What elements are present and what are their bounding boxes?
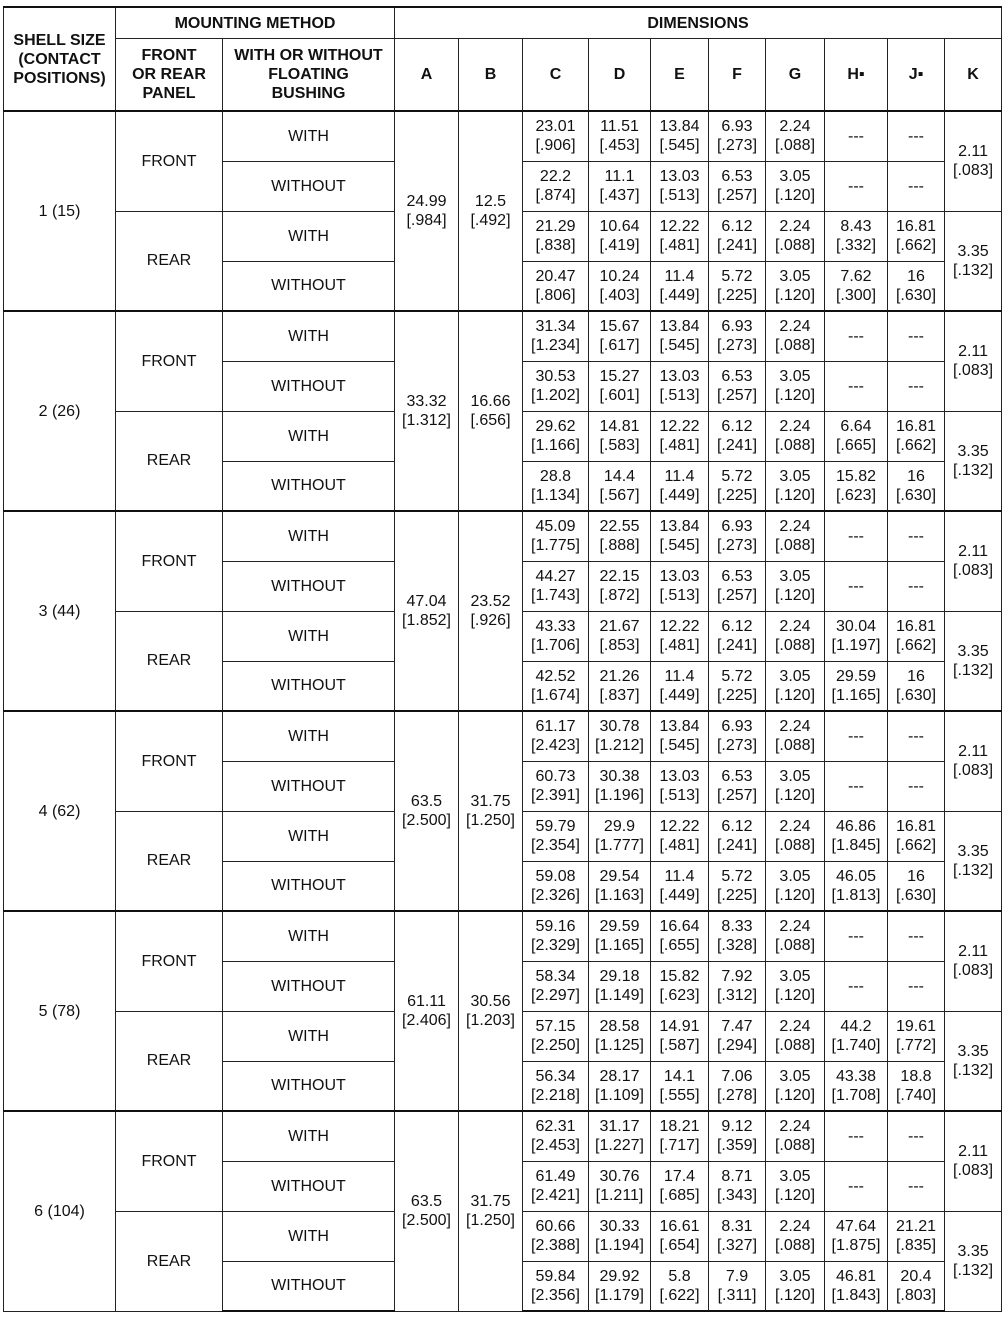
dim-j-cell: 16 [.630] bbox=[888, 861, 945, 911]
shell-size-cell: 4 (62) bbox=[4, 711, 116, 911]
dim-b-cell: 16.66 [.656] bbox=[459, 311, 523, 511]
table-header bbox=[4, 7, 1002, 111]
dim-f-cell: 7.92 [.312] bbox=[709, 961, 766, 1011]
dim-g-cell: 3.05 [.120] bbox=[766, 661, 825, 711]
header-mounting-method: MOUNTING METHOD bbox=[116, 7, 395, 39]
dim-h-cell: --- bbox=[825, 961, 888, 1011]
dim-h-cell: 44.2 [1.740] bbox=[825, 1011, 888, 1061]
dim-d-cell: 30.38 [1.196] bbox=[589, 761, 651, 811]
dim-c-cell: 57.15 [2.250] bbox=[523, 1011, 589, 1061]
dim-k-cell: 2.11 [.083] bbox=[945, 511, 1002, 611]
bushing-cell: WITHOUT bbox=[223, 1061, 395, 1111]
dim-b-cell: 23.52 [.926] bbox=[459, 511, 523, 711]
bushing-cell: WITHOUT bbox=[223, 861, 395, 911]
dim-c-cell: 20.47 [.806] bbox=[523, 261, 589, 311]
dim-d-cell: 30.76 [1.211] bbox=[589, 1161, 651, 1211]
dim-h-cell: 30.04 [1.197] bbox=[825, 611, 888, 661]
dim-a-cell: 63.5 [2.500] bbox=[395, 711, 459, 911]
dim-c-cell: 29.62 [1.166] bbox=[523, 411, 589, 461]
dim-h-cell: --- bbox=[825, 111, 888, 161]
dim-k-cell: 3.35 [.132] bbox=[945, 211, 1002, 311]
panel-cell: REAR bbox=[116, 1211, 223, 1311]
dim-k-cell: 3.35 [.132] bbox=[945, 1011, 1002, 1111]
dim-f-cell: 6.12 [.241] bbox=[709, 611, 766, 661]
dim-f-cell: 9.12 [.359] bbox=[709, 1111, 766, 1161]
dim-e-cell: 13.03 [.513] bbox=[651, 361, 709, 411]
dim-f-cell: 8.71 [.343] bbox=[709, 1161, 766, 1211]
dim-f-cell: 5.72 [.225] bbox=[709, 261, 766, 311]
header-col-j: J▪ bbox=[888, 39, 945, 112]
dim-k-cell: 2.11 [.083] bbox=[945, 1111, 1002, 1211]
header-shell-size: SHELL SIZE (CONTACT POSITIONS) bbox=[4, 7, 116, 111]
dim-j-cell: 16.81 [.662] bbox=[888, 611, 945, 661]
dim-e-cell: 18.21 [.717] bbox=[651, 1111, 709, 1161]
bushing-cell: WITH bbox=[223, 1011, 395, 1061]
dim-k-cell: 2.11 [.083] bbox=[945, 911, 1002, 1011]
dim-c-cell: 59.16 [2.329] bbox=[523, 911, 589, 961]
bushing-cell: WITHOUT bbox=[223, 661, 395, 711]
dim-k-cell: 2.11 [.083] bbox=[945, 711, 1002, 811]
dim-f-cell: 6.12 [.241] bbox=[709, 211, 766, 261]
dim-c-cell: 56.34 [2.218] bbox=[523, 1061, 589, 1111]
dim-e-cell: 13.84 [.545] bbox=[651, 111, 709, 161]
header-col-d: D bbox=[589, 39, 651, 112]
dim-g-cell: 3.05 [.120] bbox=[766, 561, 825, 611]
shell-size-cell: 5 (78) bbox=[4, 911, 116, 1111]
dim-k-cell: 2.11 [.083] bbox=[945, 111, 1002, 211]
dim-f-cell: 5.72 [.225] bbox=[709, 661, 766, 711]
dim-e-cell: 17.4 [.685] bbox=[651, 1161, 709, 1211]
header-dimensions: DIMENSIONS bbox=[395, 7, 1002, 39]
table-row bbox=[4, 511, 1002, 561]
dim-j-cell: 18.8 [.740] bbox=[888, 1061, 945, 1111]
dim-g-cell: 2.24 [.088] bbox=[766, 1011, 825, 1061]
table-body bbox=[4, 111, 1002, 1311]
panel-cell: FRONT bbox=[116, 511, 223, 611]
dim-f-cell: 6.12 [.241] bbox=[709, 811, 766, 861]
dim-e-cell: 14.1 [.555] bbox=[651, 1061, 709, 1111]
dim-c-cell: 61.49 [2.421] bbox=[523, 1161, 589, 1211]
bushing-cell: WITHOUT bbox=[223, 761, 395, 811]
dim-e-cell: 12.22 [.481] bbox=[651, 611, 709, 661]
panel-cell: REAR bbox=[116, 211, 223, 311]
dim-g-cell: 3.05 [.120] bbox=[766, 1161, 825, 1211]
dim-f-cell: 6.12 [.241] bbox=[709, 411, 766, 461]
dim-d-cell: 22.55 [.888] bbox=[589, 511, 651, 561]
dim-c-cell: 22.2 [.874] bbox=[523, 161, 589, 211]
dim-f-cell: 6.53 [.257] bbox=[709, 361, 766, 411]
dim-j-cell: 21.21 [.835] bbox=[888, 1211, 945, 1261]
dim-k-cell: 2.11 [.083] bbox=[945, 311, 1002, 411]
bushing-cell: WITHOUT bbox=[223, 1161, 395, 1211]
dim-h-cell: --- bbox=[825, 761, 888, 811]
dim-f-cell: 5.72 [.225] bbox=[709, 861, 766, 911]
dim-d-cell: 29.59 [1.165] bbox=[589, 911, 651, 961]
dim-j-cell: --- bbox=[888, 911, 945, 961]
dim-h-cell: --- bbox=[825, 911, 888, 961]
dim-g-cell: 3.05 [.120] bbox=[766, 161, 825, 211]
dim-g-cell: 3.05 [.120] bbox=[766, 1061, 825, 1111]
dim-c-cell: 42.52 [1.674] bbox=[523, 661, 589, 711]
dim-g-cell: 3.05 [.120] bbox=[766, 361, 825, 411]
table-row bbox=[4, 711, 1002, 761]
dim-b-cell: 31.75 [1.250] bbox=[459, 711, 523, 911]
dim-c-cell: 62.31 [2.453] bbox=[523, 1111, 589, 1161]
panel-cell: REAR bbox=[116, 611, 223, 711]
dim-c-cell: 31.34 [1.234] bbox=[523, 311, 589, 361]
dim-d-cell: 30.78 [1.212] bbox=[589, 711, 651, 761]
header-panel: FRONT OR REAR PANEL bbox=[116, 39, 223, 112]
bushing-cell: WITH bbox=[223, 311, 395, 361]
dim-j-cell: 16.81 [.662] bbox=[888, 211, 945, 261]
dim-e-cell: 12.22 [.481] bbox=[651, 211, 709, 261]
dim-f-cell: 8.31 [.327] bbox=[709, 1211, 766, 1261]
dim-e-cell: 13.03 [.513] bbox=[651, 761, 709, 811]
panel-cell: FRONT bbox=[116, 1111, 223, 1211]
dim-k-cell: 3.35 [.132] bbox=[945, 1211, 1002, 1311]
dim-d-cell: 29.54 [1.163] bbox=[589, 861, 651, 911]
bushing-cell: WITHOUT bbox=[223, 161, 395, 211]
dim-j-cell: --- bbox=[888, 1161, 945, 1211]
dim-j-cell: --- bbox=[888, 561, 945, 611]
dim-a-cell: 24.99 [.984] bbox=[395, 111, 459, 311]
dim-e-cell: 13.03 [.513] bbox=[651, 161, 709, 211]
dim-d-cell: 29.92 [1.179] bbox=[589, 1261, 651, 1311]
dim-f-cell: 7.47 [.294] bbox=[709, 1011, 766, 1061]
dim-h-cell: --- bbox=[825, 561, 888, 611]
dim-f-cell: 6.93 [.273] bbox=[709, 711, 766, 761]
dim-e-cell: 14.91 [.587] bbox=[651, 1011, 709, 1061]
dim-c-cell: 30.53 [1.202] bbox=[523, 361, 589, 411]
dim-j-cell: --- bbox=[888, 761, 945, 811]
dim-c-cell: 60.73 [2.391] bbox=[523, 761, 589, 811]
table-row bbox=[4, 1111, 1002, 1161]
dim-a-cell: 61.11 [2.406] bbox=[395, 911, 459, 1111]
header-col-g: G bbox=[766, 39, 825, 112]
dim-j-cell: 16 [.630] bbox=[888, 261, 945, 311]
bushing-cell: WITH bbox=[223, 111, 395, 161]
dim-h-cell: 6.64 [.665] bbox=[825, 411, 888, 461]
dim-g-cell: 2.24 [.088] bbox=[766, 811, 825, 861]
shell-size-cell: 6 (104) bbox=[4, 1111, 116, 1311]
dim-f-cell: 6.53 [.257] bbox=[709, 561, 766, 611]
bushing-cell: WITHOUT bbox=[223, 1261, 395, 1311]
dim-d-cell: 29.9 [1.777] bbox=[589, 811, 651, 861]
dim-f-cell: 6.53 [.257] bbox=[709, 161, 766, 211]
bushing-cell: WITH bbox=[223, 811, 395, 861]
dim-b-cell: 12.5 [.492] bbox=[459, 111, 523, 311]
dim-j-cell: --- bbox=[888, 311, 945, 361]
dim-g-cell: 2.24 [.088] bbox=[766, 511, 825, 561]
dim-b-cell: 30.56 [1.203] bbox=[459, 911, 523, 1111]
dim-h-cell: --- bbox=[825, 711, 888, 761]
bushing-cell: WITHOUT bbox=[223, 561, 395, 611]
dim-h-cell: --- bbox=[825, 511, 888, 561]
dim-g-cell: 2.24 [.088] bbox=[766, 211, 825, 261]
dim-g-cell: 2.24 [.088] bbox=[766, 911, 825, 961]
dim-j-cell: --- bbox=[888, 361, 945, 411]
bushing-cell: WITH bbox=[223, 611, 395, 661]
dim-h-cell: 43.38 [1.708] bbox=[825, 1061, 888, 1111]
panel-cell: REAR bbox=[116, 811, 223, 911]
dim-c-cell: 21.29 [.838] bbox=[523, 211, 589, 261]
dim-d-cell: 10.24 [.403] bbox=[589, 261, 651, 311]
dim-g-cell: 2.24 [.088] bbox=[766, 111, 825, 161]
dim-e-cell: 12.22 [.481] bbox=[651, 811, 709, 861]
shell-size-cell: 2 (26) bbox=[4, 311, 116, 511]
panel-cell: REAR bbox=[116, 411, 223, 511]
dim-h-cell: --- bbox=[825, 361, 888, 411]
dim-e-cell: 11.4 [.449] bbox=[651, 261, 709, 311]
panel-cell: FRONT bbox=[116, 111, 223, 211]
dim-j-cell: --- bbox=[888, 1111, 945, 1161]
dim-f-cell: 6.93 [.273] bbox=[709, 511, 766, 561]
dim-g-cell: 2.24 [.088] bbox=[766, 711, 825, 761]
bushing-cell: WITHOUT bbox=[223, 361, 395, 411]
dim-c-cell: 59.08 [2.326] bbox=[523, 861, 589, 911]
header-col-e: E bbox=[651, 39, 709, 112]
dim-d-cell: 10.64 [.419] bbox=[589, 211, 651, 261]
dim-j-cell: 16.81 [.662] bbox=[888, 411, 945, 461]
dim-g-cell: 3.05 [.120] bbox=[766, 261, 825, 311]
dim-f-cell: 5.72 [.225] bbox=[709, 461, 766, 511]
dim-a-cell: 33.32 [1.312] bbox=[395, 311, 459, 511]
dim-g-cell: 2.24 [.088] bbox=[766, 1111, 825, 1161]
dim-d-cell: 14.81 [.583] bbox=[589, 411, 651, 461]
dim-h-cell: --- bbox=[825, 161, 888, 211]
dim-c-cell: 44.27 [1.743] bbox=[523, 561, 589, 611]
dim-j-cell: 16 [.630] bbox=[888, 461, 945, 511]
dim-j-cell: 16.81 [.662] bbox=[888, 811, 945, 861]
dim-h-cell: 47.64 [1.875] bbox=[825, 1211, 888, 1261]
panel-cell: FRONT bbox=[116, 311, 223, 411]
dim-k-cell: 3.35 [.132] bbox=[945, 411, 1002, 511]
dim-h-cell: 46.86 [1.845] bbox=[825, 811, 888, 861]
dim-f-cell: 7.9 [.311] bbox=[709, 1261, 766, 1311]
dim-g-cell: 2.24 [.088] bbox=[766, 411, 825, 461]
dim-c-cell: 23.01 [.906] bbox=[523, 111, 589, 161]
header-col-b: B bbox=[459, 39, 523, 112]
dim-d-cell: 11.51 [.453] bbox=[589, 111, 651, 161]
header-bushing: WITH OR WITHOUT FLOATING BUSHING bbox=[223, 39, 395, 112]
dim-f-cell: 6.53 [.257] bbox=[709, 761, 766, 811]
dim-h-cell: --- bbox=[825, 1111, 888, 1161]
dim-j-cell: --- bbox=[888, 111, 945, 161]
dim-g-cell: 3.05 [.120] bbox=[766, 461, 825, 511]
dim-c-cell: 59.84 [2.356] bbox=[523, 1261, 589, 1311]
dim-f-cell: 6.93 [.273] bbox=[709, 311, 766, 361]
dim-c-cell: 61.17 [2.423] bbox=[523, 711, 589, 761]
dim-a-cell: 63.5 [2.500] bbox=[395, 1111, 459, 1311]
dim-d-cell: 14.4 [.567] bbox=[589, 461, 651, 511]
header-col-f: F bbox=[709, 39, 766, 112]
dim-g-cell: 3.05 [.120] bbox=[766, 961, 825, 1011]
dim-j-cell: --- bbox=[888, 511, 945, 561]
dim-g-cell: 3.05 [.120] bbox=[766, 761, 825, 811]
shell-size-cell: 1 (15) bbox=[4, 111, 116, 311]
dim-h-cell: --- bbox=[825, 311, 888, 361]
dim-g-cell: 3.05 [.120] bbox=[766, 1261, 825, 1311]
dim-e-cell: 15.82 [.623] bbox=[651, 961, 709, 1011]
dim-d-cell: 28.17 [1.109] bbox=[589, 1061, 651, 1111]
dim-d-cell: 29.18 [1.149] bbox=[589, 961, 651, 1011]
dim-h-cell: 46.81 [1.843] bbox=[825, 1261, 888, 1311]
dim-k-cell: 3.35 [.132] bbox=[945, 611, 1002, 711]
panel-cell: FRONT bbox=[116, 711, 223, 811]
dim-h-cell: 8.43 [.332] bbox=[825, 211, 888, 261]
dim-e-cell: 5.8 [.622] bbox=[651, 1261, 709, 1311]
dim-f-cell: 7.06 [.278] bbox=[709, 1061, 766, 1111]
dim-d-cell: 15.67 [.617] bbox=[589, 311, 651, 361]
dim-j-cell: 16 [.630] bbox=[888, 661, 945, 711]
dim-f-cell: 8.33 [.328] bbox=[709, 911, 766, 961]
table-row bbox=[4, 311, 1002, 361]
bushing-cell: WITH bbox=[223, 411, 395, 461]
dim-j-cell: 20.4 [.803] bbox=[888, 1261, 945, 1311]
table-row bbox=[4, 111, 1002, 161]
dim-e-cell: 13.84 [.545] bbox=[651, 311, 709, 361]
panel-cell: REAR bbox=[116, 1011, 223, 1111]
header-col-c: C bbox=[523, 39, 589, 112]
bushing-cell: WITH bbox=[223, 1111, 395, 1161]
dim-h-cell: --- bbox=[825, 1161, 888, 1211]
dim-b-cell: 31.75 [1.250] bbox=[459, 1111, 523, 1311]
dim-d-cell: 21.26 [.837] bbox=[589, 661, 651, 711]
shell-size-cell: 3 (44) bbox=[4, 511, 116, 711]
header-col-h: H▪ bbox=[825, 39, 888, 112]
dim-f-cell: 6.93 [.273] bbox=[709, 111, 766, 161]
dim-e-cell: 16.61 [.654] bbox=[651, 1211, 709, 1261]
bushing-cell: WITH bbox=[223, 511, 395, 561]
dim-e-cell: 13.84 [.545] bbox=[651, 511, 709, 561]
dim-e-cell: 11.4 [.449] bbox=[651, 661, 709, 711]
dim-d-cell: 21.67 [.853] bbox=[589, 611, 651, 661]
dim-h-cell: 15.82 [.623] bbox=[825, 461, 888, 511]
table-row bbox=[4, 911, 1002, 961]
dim-j-cell: 19.61 [.772] bbox=[888, 1011, 945, 1061]
dim-h-cell: 7.62 [.300] bbox=[825, 261, 888, 311]
dim-e-cell: 11.4 [.449] bbox=[651, 861, 709, 911]
dim-j-cell: --- bbox=[888, 161, 945, 211]
bushing-cell: WITH bbox=[223, 711, 395, 761]
dim-c-cell: 45.09 [1.775] bbox=[523, 511, 589, 561]
dim-d-cell: 30.33 [1.194] bbox=[589, 1211, 651, 1261]
dim-c-cell: 59.79 [2.354] bbox=[523, 811, 589, 861]
dim-d-cell: 15.27 [.601] bbox=[589, 361, 651, 411]
dim-j-cell: --- bbox=[888, 711, 945, 761]
dim-e-cell: 13.84 [.545] bbox=[651, 711, 709, 761]
dim-d-cell: 11.1 [.437] bbox=[589, 161, 651, 211]
dim-a-cell: 47.04 [1.852] bbox=[395, 511, 459, 711]
bushing-cell: WITHOUT bbox=[223, 261, 395, 311]
dim-g-cell: 3.05 [.120] bbox=[766, 861, 825, 911]
panel-cell: FRONT bbox=[116, 911, 223, 1011]
bushing-cell: WITHOUT bbox=[223, 961, 395, 1011]
header-col-a: A bbox=[395, 39, 459, 112]
bushing-cell: WITHOUT bbox=[223, 461, 395, 511]
dim-e-cell: 16.64 [.655] bbox=[651, 911, 709, 961]
dim-c-cell: 60.66 [2.388] bbox=[523, 1211, 589, 1261]
dim-k-cell: 3.35 [.132] bbox=[945, 811, 1002, 911]
dim-c-cell: 28.8 [1.134] bbox=[523, 461, 589, 511]
dim-e-cell: 12.22 [.481] bbox=[651, 411, 709, 461]
bushing-cell: WITH bbox=[223, 911, 395, 961]
bushing-cell: WITH bbox=[223, 1211, 395, 1261]
dim-g-cell: 2.24 [.088] bbox=[766, 1211, 825, 1261]
dimensions-table bbox=[3, 6, 1002, 1312]
dim-c-cell: 58.34 [2.297] bbox=[523, 961, 589, 1011]
dim-e-cell: 13.03 [.513] bbox=[651, 561, 709, 611]
dim-g-cell: 2.24 [.088] bbox=[766, 311, 825, 361]
dim-j-cell: --- bbox=[888, 961, 945, 1011]
dim-g-cell: 2.24 [.088] bbox=[766, 611, 825, 661]
dim-d-cell: 31.17 [1.227] bbox=[589, 1111, 651, 1161]
dim-e-cell: 11.4 [.449] bbox=[651, 461, 709, 511]
header-col-k: K bbox=[945, 39, 1002, 112]
dim-h-cell: 29.59 [1.165] bbox=[825, 661, 888, 711]
dim-c-cell: 43.33 [1.706] bbox=[523, 611, 589, 661]
bushing-cell: WITH bbox=[223, 211, 395, 261]
dim-d-cell: 28.58 [1.125] bbox=[589, 1011, 651, 1061]
dim-h-cell: 46.05 [1.813] bbox=[825, 861, 888, 911]
dim-d-cell: 22.15 [.872] bbox=[589, 561, 651, 611]
